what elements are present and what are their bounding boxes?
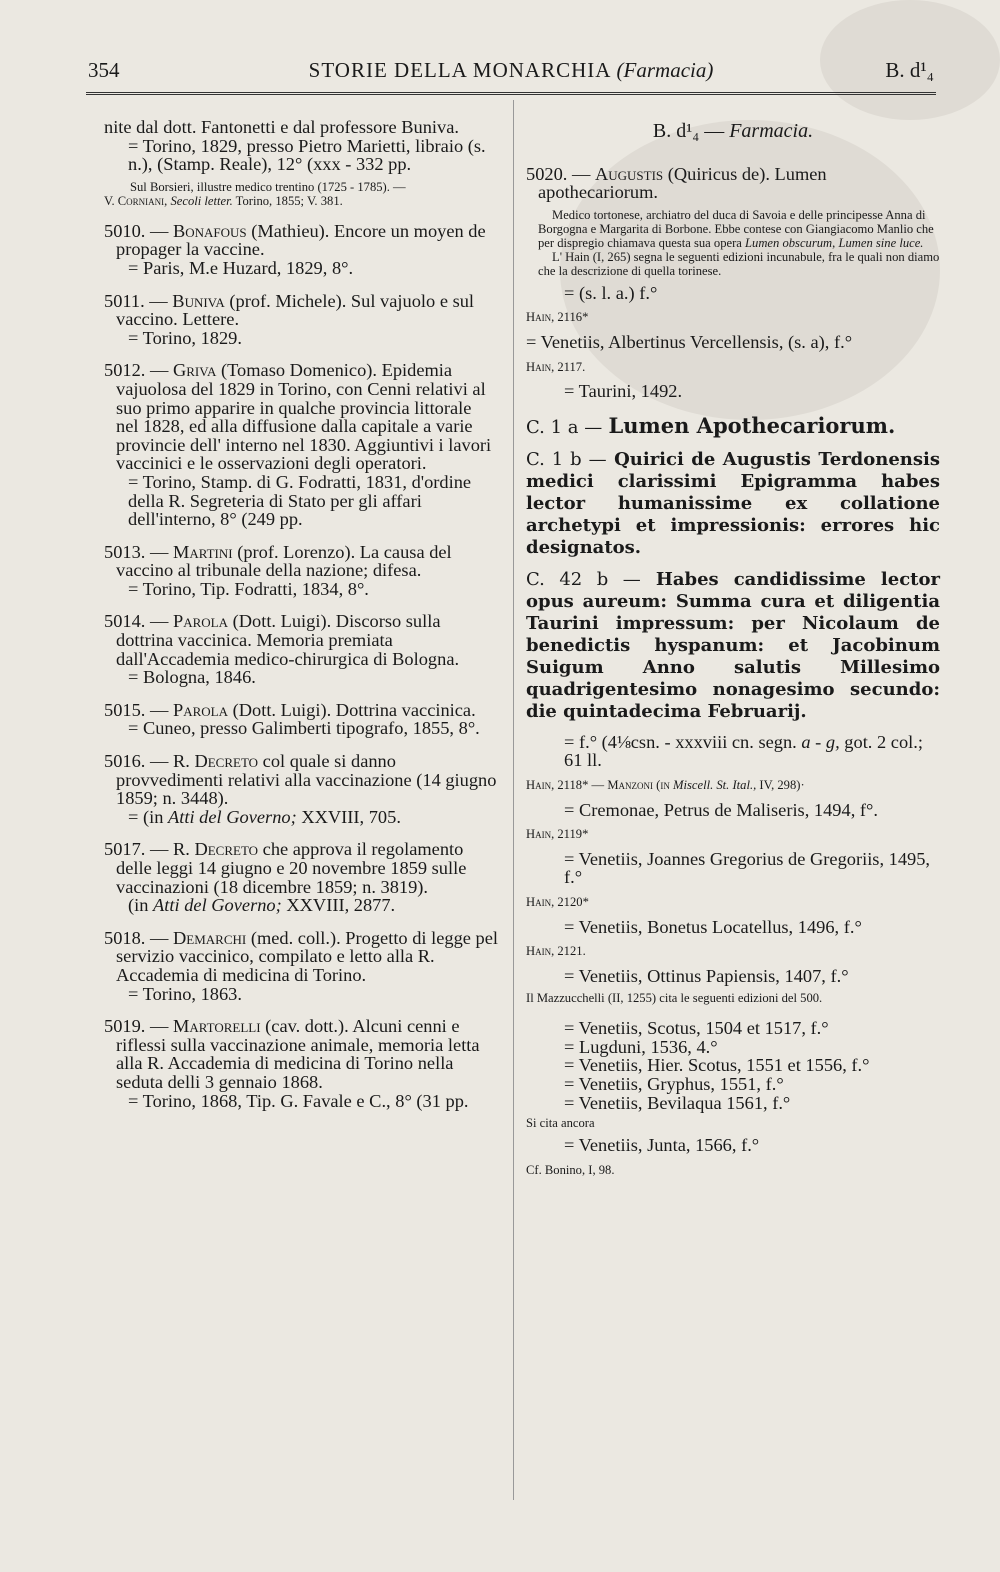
author: R. Decreto <box>172 751 259 772</box>
author: Martini <box>172 541 233 562</box>
edition: = Lugduni, 1536, 4.° <box>564 1036 718 1057</box>
hain-ref: Hain, 2121. <box>526 944 586 959</box>
edition: = Venetiis, Gryphus, 1551, f.° <box>564 1074 784 1095</box>
collation: = f.° (4⅛csn. - xxxviii cn. segn. a - g, got. 2 col.; 61 ll. <box>564 731 923 771</box>
running-title: STORIE DELLA MONARCHIA (Farmacia) <box>308 58 714 82</box>
footnote: Medico tortonese, archiatro del duca di Savoia e delle principesse Anna di Borgogna e Margarita di Borbone. Ebbe contese con Giangiacomo Manlio che per dispregio chiamava questa sua opera Lumen obscurum, Lumen sine luce. L' Hain (I, 265) segna le seguenti edizioni incunabule, fra le quali non diamo che la descrizione di quella torinese. <box>538 207 940 278</box>
author: Augustis <box>594 163 664 184</box>
mazzucchelli-note: Il Mazzucchelli (II, 1255) cita le seguenti edizioni del 500. <box>526 991 823 1006</box>
edition: = (s. l. a.) f.° <box>564 282 658 303</box>
edition: = Cremonae, Petrus de Maliseris, 1494, f°. <box>564 799 878 820</box>
entry-5011: 5011. — Buniva (prof. Michele). Sul vajuolo e sul vaccino. Lettere. = Torino, 1829. <box>104 290 475 348</box>
author: Bonafous <box>172 220 247 241</box>
author: R. Decreto <box>172 839 259 860</box>
column-divider <box>513 100 514 1500</box>
entry-5013: 5013. — Martini (prof. Lorenzo). La causa del vaccino al tribunale della nazione; difesa. = Torino, Tip. Fodratti, 1834, 8°. <box>104 541 452 599</box>
author: Parola <box>172 611 228 632</box>
entry-5020: 5020. — Augustis (Quiricus de). Lumen apothecariorum. Medico tortonese, archiatro del duca di Savoia e delle principesse Anna di Borgogna e Margarita di Borbone. Ebbe contese con Giangiacomo Manlio che per dispregio chiamava questa sua opera Lumen obscurum, Lumen sine luce. L' Hain (I, 265) segna le seguenti edizioni incunabule, fra le quali non diamo che la descrizione di quella torinese. <box>526 163 940 278</box>
entry-5018: 5018. — Demarchi (med. coll.). Progetto di legge pel servizio vaccinico, compilato e letto alla R. Accademia di medicina di Torino. = Torino, 1863. <box>104 927 499 1004</box>
header-rule <box>86 92 936 97</box>
edition: = Taurini, 1492. <box>564 381 683 402</box>
entry-5012: 5012. — Griva (Tomaso Domenico). Epidemia vajuolosa del 1829 in Torino, con Cenni relativi al suo primo apparire in qualche provincia littorale nel 1828, ed alla diffusione dalla capitale a varie provincie dell' interno nel 1830. Aggiuntivi i lavori vaccinici e le osservazioni degli operatori. = Torino, Stamp. di G. Fodratti, 1831, d'ordine della R. Segreteria di Stato per gli affari dell'interno, 8° (249 pp. <box>104 360 492 530</box>
footnote: Sul Borsieri, illustre medico trentino (1725 - 1785). — V. Corniani, Secoli letter. Torino, 1855; V. 381. <box>104 179 406 208</box>
hain-ref: Hain, 2116* <box>526 310 589 325</box>
edition: = Venetiis, Bevilaqua 1561, f.° <box>564 1092 791 1113</box>
entry-5016: 5016. — R. Decreto col quale si danno provvedimenti relativi alla vaccinazione (14 giugno 1859; n. 3448). = (in Atti del Governo; XXVIII, 705. <box>104 751 497 827</box>
left-column <box>104 118 498 1124</box>
hain-ref: Hain, 2119* <box>526 827 589 842</box>
hain-ref: Hain, 2120* <box>526 894 589 909</box>
entry-5014: 5014. — Parola (Dott. Luigi). Discorso sulla dottrina vaccinica. Memoria premiata dall'Accademia medico-chirurgica di Bologna. = Bologna, 1846. <box>104 611 460 688</box>
edition: = Venetiis, Bonetus Locatellus, 1496, f.° <box>564 916 862 937</box>
author: Buniva <box>172 290 225 311</box>
author: Parola <box>172 699 228 720</box>
entry-5010: 5010. — Bonafous (Mathieu). Encore un moyen de propager la vaccine. = Paris, M.e Huzard, 1829, 8°. <box>104 220 486 278</box>
edition: = Venetiis, Ottinus Papiensis, 1407, f.° <box>564 965 849 986</box>
edition: = Venetiis, Scotus, 1504 et 1517, f.° <box>564 1018 829 1039</box>
running-header <box>88 58 934 92</box>
edition: = Venetiis, Junta, 1566, f.° <box>564 1135 760 1156</box>
colophon-c1a: C. 1 a — Lumen Apothecariorum. <box>526 412 896 438</box>
author: Martorelli <box>172 1016 261 1037</box>
colophon-c42b: C. 42 b — Habes candidissime lector opus aureum: Summa cura et diligentia Taurini impressum: per Nicolaum de benedictis hyspanum: et Jacobinum Suigum Anno salutis Millesimo quadrigentesimo nonagesimo secundo: die quintadecima Februarij. <box>526 568 940 722</box>
edition: = Venetiis, Joannes Gregorius de Gregoriis, 1495, f.° <box>564 848 931 888</box>
entry-5009-cont: nite dal dott. Fantonetti e dal professore Buniva. = Torino, 1829, presso Pietro Marietti, libraio (s. n.), (Stamp. Reale), 12° (xxx - 332 pp. Sul Borsieri, illustre medico trentino (1725 - 1785). — V. Corniani, Secoli letter. Torino, 1855; V. 381. <box>104 118 498 208</box>
author: Griva <box>172 360 217 381</box>
entry-5019: 5019. — Martorelli (cav. dott.). Alcuni cenni e riflessi sulla vaccinazione animale, memoria letta alla R. Accademia di medicina di Torino nella seduta delli 3 gennaio 1868. = Torino, 1868, Tip. G. Favale e C., 8° (31 pp. <box>104 1016 480 1111</box>
colophon-c1b: C. 1 b — Quirici de Augustis Terdonensis medici clarissimi Epigramma habes lector humanissime ex collatione archetypi et impressionis: errores hic designatos. <box>526 448 940 558</box>
signature-mark: B. d¹₄ <box>885 58 934 82</box>
edition: = Venetiis, Hier. Scotus, 1551 et 1556, f.° <box>564 1055 870 1076</box>
section-heading: B. d¹₄ — Farmacia. <box>652 120 814 142</box>
edition: = Venetiis, Albertinus Vercellensis, (s. a), f.° <box>526 331 853 352</box>
author: Demarchi <box>172 927 247 948</box>
entry-5015: 5015. — Parola (Dott. Luigi). Dottrina vaccinica. = Cuneo, presso Galimberti tipografo, 1855, 8°. <box>104 699 480 739</box>
right-column <box>526 118 940 1185</box>
hain-ref: Hain, 2118* — Manzoni (in Miscell. St. Ital., IV, 298)· <box>526 777 805 792</box>
cf-ref: Cf. Bonino, I, 98. <box>526 1162 615 1177</box>
entry-5017: 5017. — R. Decreto che approva il regolamento delle leggi 14 giugno e 20 novembre 1859 sulle vaccinazioni (18 dicembre 1859; n. 3819). (in Atti del Governo; XXVIII, 2877. <box>104 839 467 916</box>
page-number: 354 <box>88 58 120 82</box>
cita-note: Si cita ancora <box>526 1116 595 1131</box>
hain-ref: Hain, 2117. <box>526 359 586 374</box>
